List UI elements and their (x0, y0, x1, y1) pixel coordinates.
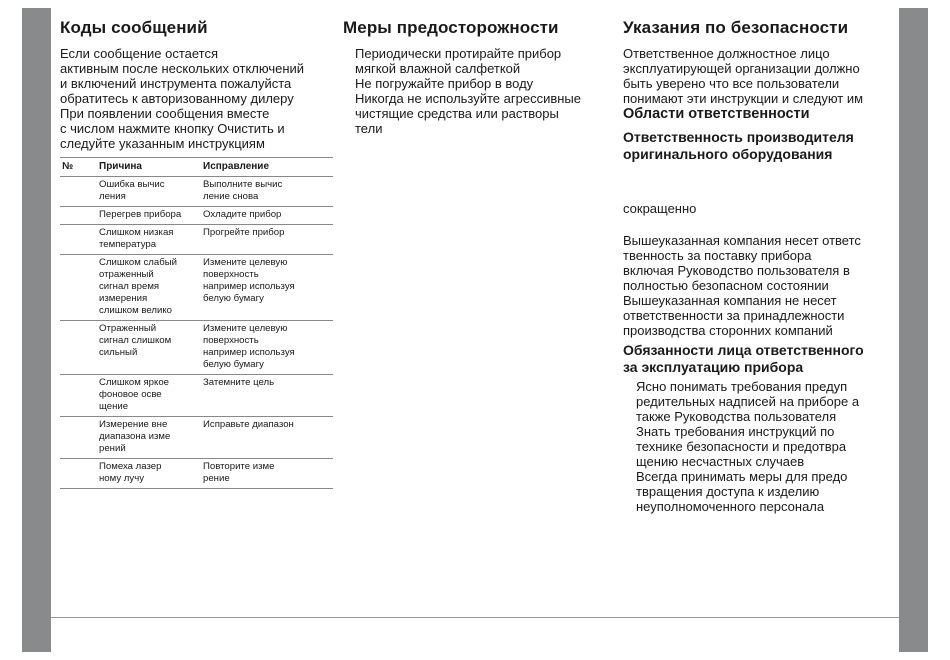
cell-fix: Повторите изме рение (201, 459, 333, 489)
table-row (60, 255, 333, 321)
left-margin-bar (22, 8, 51, 652)
responsibility-paragraph: Вышеуказанная компания несет ответс твенность за поставку прибора включая Руководство пользователя в полностью безопасном состоянии Вышеуказанная компания не несет ответственности за принадлежности производства сторонних компаний (623, 233, 861, 338)
list-item: Никогда не используйте агрессивные чистящие средства или растворы тели (355, 91, 582, 136)
list-item: Периодически протирайте прибор мягкой влажной салфеткой (355, 46, 562, 76)
safety-heading: Указания по безопасности (623, 18, 849, 37)
header-cause: Причина (94, 158, 201, 177)
message-codes-column (60, 18, 333, 489)
table-row (60, 417, 333, 459)
precautions-list (343, 46, 613, 136)
cell-number (60, 177, 94, 207)
list-item: Всегда принимать меры для предо твращения доступа к изделию неуполномоченного персонала (636, 469, 848, 514)
header-number: № (60, 158, 94, 177)
cell-fix: Выполните вычис ление снова (201, 177, 333, 207)
cell-fix: Охладите прибор (201, 207, 333, 225)
cell-number (60, 417, 94, 459)
cell-fix: Измените целевую поверхность например используя белую бумагу (201, 321, 333, 375)
message-codes-table (60, 157, 333, 489)
cell-cause: Отраженный сигнал слишком сильный (94, 321, 201, 375)
table-row (60, 375, 333, 417)
table-row (60, 177, 333, 207)
table-row (60, 459, 333, 489)
cell-number (60, 207, 94, 225)
table-row (60, 207, 333, 225)
table-header-row (60, 158, 333, 177)
duties-list (623, 379, 895, 514)
message-codes-paragraph: Если сообщение остается активным после нескольких отключений и включений инструмента пожалуйста обратитесь к авторизованному дилеру При появлении сообщения вместе с числом нажмите кнопку Очистить и следуйте указанным инструкциям (60, 46, 305, 151)
cell-number (60, 321, 94, 375)
cell-cause: Слишком низкая температура (94, 225, 201, 255)
footer-rule (51, 617, 899, 618)
list-item: Знать требования инструкций по технике безопасности и предотвра щению несчастных случаев (636, 424, 847, 469)
duties-heading: Обязанности лица ответственного за эксплуатацию прибора (623, 342, 864, 375)
cell-fix: Затемните цель (201, 375, 333, 417)
cell-number (60, 225, 94, 255)
cell-number (60, 255, 94, 321)
cell-fix: Исправьте диапазон (201, 417, 333, 459)
cell-cause: Перегрев прибора (94, 207, 201, 225)
cell-cause: Измерение вне диапазона изме рений (94, 417, 201, 459)
list-item: Ясно понимать требования предуп редительных надписей на приборе а также Руководства пользователя (636, 379, 860, 424)
cell-cause: Слишком яркое фоновое осве щение (94, 375, 201, 417)
cell-cause: Слишком слабый отраженный сигнал время измерения слишком велико (94, 255, 201, 321)
precautions-column (343, 18, 613, 136)
list-item: Не погружайте прибор в воду (355, 76, 534, 91)
cell-cause: Помеха лазер ному лучу (94, 459, 201, 489)
areas-heading: Области ответственности (623, 106, 810, 122)
safety-intro: Ответственное должностное лицо эксплуатирующей организации должно быть уверено что все пользователи понимают эти инструкции и следуют им (623, 46, 864, 106)
message-codes-heading: Коды сообщений (60, 18, 208, 37)
cell-fix: Измените целевую поверхность например используя белую бумагу (201, 255, 333, 321)
right-margin-bar (899, 8, 928, 652)
cell-number (60, 375, 94, 417)
cell-fix: Прогрейте прибор (201, 225, 333, 255)
cell-cause: Ошибка вычис ления (94, 177, 201, 207)
header-fix: Исправление (201, 158, 333, 177)
cell-number (60, 459, 94, 489)
manufacturer-heading: Ответственность производителя оригинального оборудования (623, 129, 854, 162)
table-row (60, 225, 333, 255)
table-row (60, 321, 333, 375)
abbreviation-text: сокращенно (623, 201, 697, 216)
safety-column (623, 18, 895, 514)
precautions-heading: Меры предосторожности (343, 18, 559, 37)
